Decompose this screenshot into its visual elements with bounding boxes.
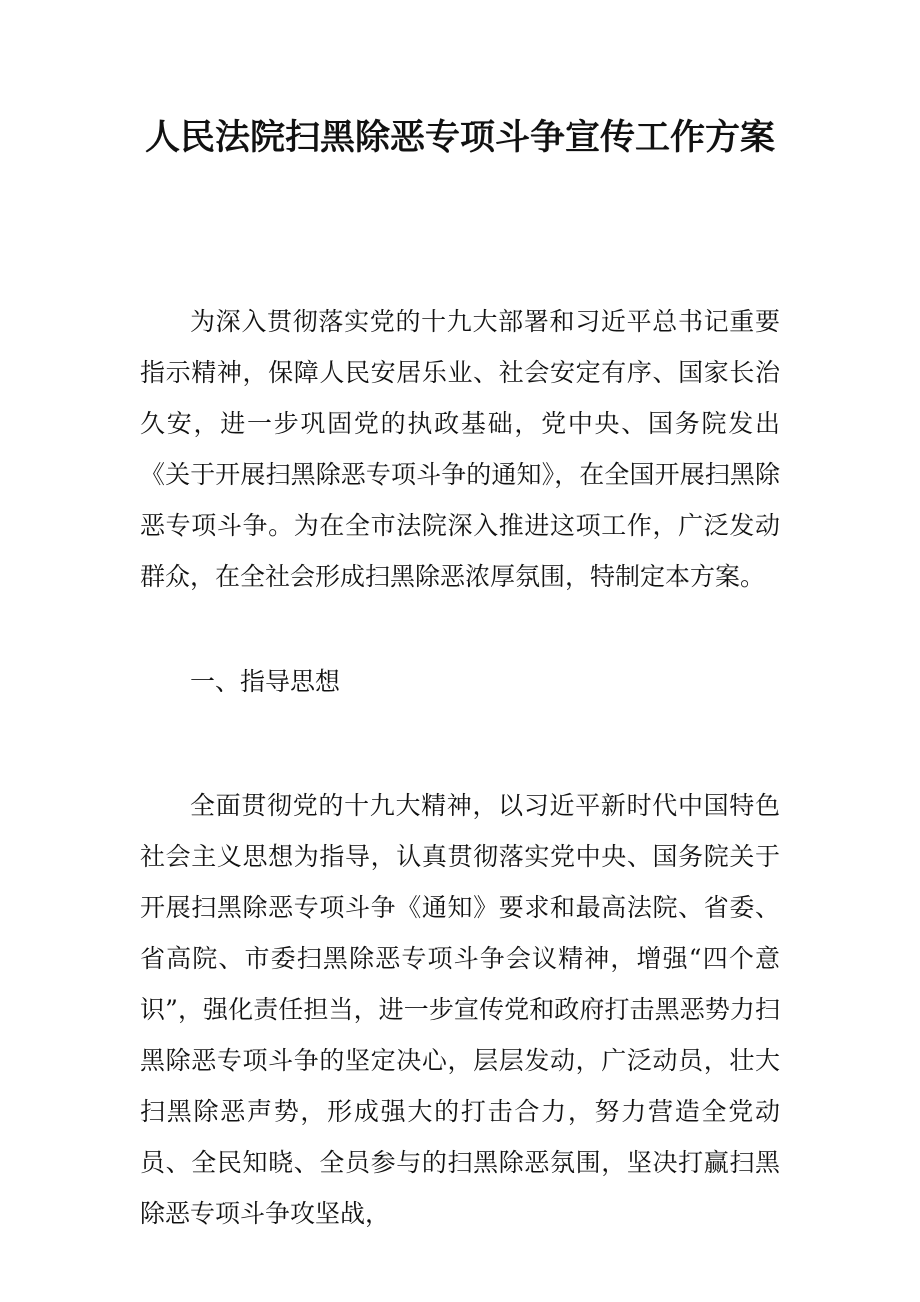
intro-paragraph: 为深入贯彻落实党的十九大部署和习近平总书记重要指示精神，保障人民安居乐业、社会安定有序、国家长治久安，进一步巩固党的执政基础，党中央、国务院发出《关于开展扫黑除恶专项斗争的通知》，在全国开展扫黑除恶专项斗争。为在全市法院深入推进这项工作，广泛发动群众，在全社会形成扫黑除恶浓厚氛围，特制定本方案。 <box>140 307 780 591</box>
document-title: 人民法院扫黑除恶专项斗争宣传工作方案 <box>144 117 775 158</box>
section-heading-guiding-ideology: 一、指导思想 <box>190 667 341 696</box>
guiding-ideology-paragraph: 全面贯彻党的十九大精神，以习近平新时代中国特色社会主义思想为指导，认真贯彻落实党中央、国务院关于开展扫黑除恶专项斗争《通知》要求和最高法院、省委、省高院、市委扫黑除恶专项斗争会议精神，增强“四个意识”，强化责任担当，进一步宣传党和政府打击黑恶势力扫黑除恶专项斗争的坚定决心，层层发动，广泛动员，壮大扫黑除恶声势，形成强大的打击合力，努力营造全党动员、全民知晓、全员参与的扫黑除恶氛围，坚决打赢扫黑除恶专项斗争攻坚战， <box>140 791 780 1228</box>
